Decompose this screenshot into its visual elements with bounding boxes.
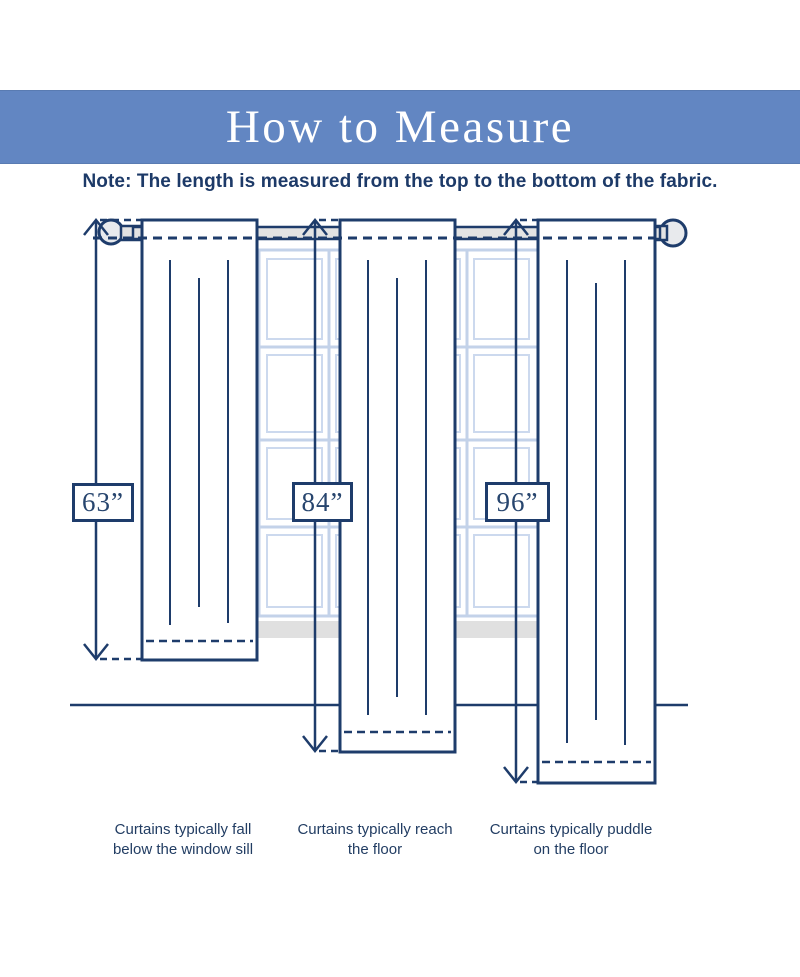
curtain-panel-96 [538,220,655,783]
caption-96 [471,820,671,860]
caption-63 [83,820,283,860]
measure-arrow-63 [84,220,142,659]
length-label-84: 84” [292,482,353,522]
caption-96-line1: Curtains typically puddle [489,821,653,838]
left-finial-icon [99,220,123,244]
curtain-panel-84 [340,220,455,752]
caption-84-line2: the floor [347,841,403,858]
caption-96-line2: on the floor [533,841,609,858]
length-label-63: 63” [72,483,134,522]
curtain-panel-63 [142,220,257,660]
length-label-96: 96” [485,482,550,522]
caption-84-line1: Curtains typically reach [297,821,453,838]
caption-84 [275,820,475,860]
caption-63-line2: below the window sill [112,841,254,858]
page-title: How to Measure [225,101,575,153]
measure-note: Note: The length is measured from the top to the bottom of the fabric. [82,171,718,192]
caption-63-line1: Curtains typically fall [114,821,252,838]
